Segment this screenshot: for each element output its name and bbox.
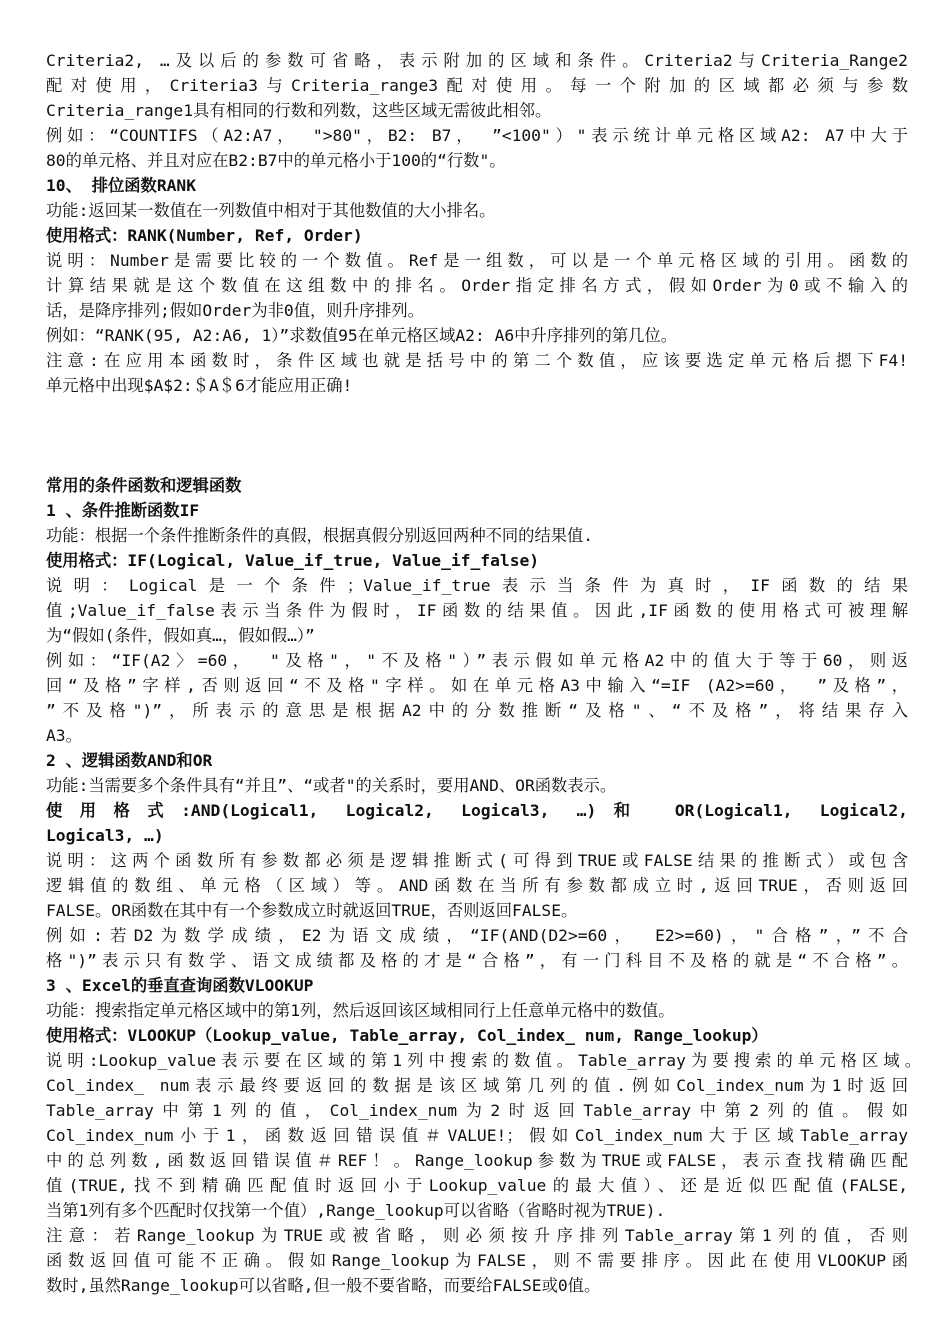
text-line: 逻辑值的数组、单元格（区域）等。AND函数在当所有参数都成立时,返回TRUE，否则返回 [46, 876, 908, 895]
text-line: 函数返回值可能不正确。假如Range_lookup为FALSE，则不需要排序。因此在使用VLOOKUP函 [46, 1251, 908, 1270]
text-line: 例如：“COUNTIFS（A2:A7， ">80"，B2: B7， ”<100"）"表示统计单元格区域A2: A7中大于 [46, 126, 908, 145]
text-line: Criteria2, …及以后的参数可省略，表示附加的区域和条件。Criteria2与Criteria_Range2 [46, 51, 908, 70]
usage-format: 使用格式：VLOOKUP（Lookup_value, Table_array, Col_index_ num, Range_lookup） [46, 1026, 768, 1045]
text-line: 当第1列有多个匹配时仅找第一个值）,Range_lookup可以省略（省略时视为TRUE). [46, 1201, 666, 1220]
chapter-heading: 常用的条件函数和逻辑函数 [46, 476, 242, 495]
text-line: 注意：若Range_lookup为TRUE或被省略，则必须按升序排列Table_array第1列的值，否则 [46, 1226, 908, 1245]
text-line: 说明:Lookup_value表示要在区域的第1列中搜索的数值。Table_array为要搜索的单元格区域。 [46, 1051, 921, 1070]
text-line: 说明：Number是需要比较的一个数值。Ref是一组数，可以是一个单元格区域的引用。函数的 [46, 251, 908, 270]
text-line: 单元格中出现$A$2:＄A＄6才能应用正确! [46, 376, 353, 395]
text-line: 话，是降序排列;假如Order为非0值，则升序排列。 [46, 301, 424, 320]
text-line: 注意:在应用本函数时，条件区域也就是括号中的第二个数值，应该要选定单元格后摁下F4! [46, 351, 908, 370]
text-line: 功能:返回某一数值在一列数值中相对于其他数值的大小排名。 [46, 201, 496, 220]
text-line: Criteria_range1具有相同的行数和列数，这些区域无需彼此相邻。 [46, 101, 552, 120]
text-line: 回“及格”字样,否则返回“不及格"字样。如在单元格A3中输入“=IF (A2>=60， ”及格”， [46, 676, 908, 695]
text-line: 例如:若D2为数学成绩，E2为语文成绩，“IF(AND(D2>=60， E2>=60)，"合格”，”不合 [46, 926, 908, 945]
text-line: 例如：“IF(A2〉=60， "及格"，"不及格"）”表示假如单元格A2中的值大于等于60，则返 [46, 651, 908, 670]
text-line: 功能：搜索指定单元格区域中的第1列，然后返回该区域相同行上任意单元格中的数值。 [46, 1001, 675, 1020]
text-line: 值(TRUE,找不到精确匹配值时返回小于Lookup_value的最大值）、还是近似匹配值(FALSE, [46, 1176, 908, 1195]
text-line: 说明：Logical是一个条件；Value_if_true表示当条件为真时，IF函数的结果 [46, 576, 908, 595]
text-line: 80的单元格、并且对应在B2:B7中的单元格小于100的“行数"。 [46, 151, 506, 170]
text-line: Table_array中第1列的值，Col_index_num为2时返回Table_array中第2列的值。假如 [46, 1101, 908, 1120]
text-line: Col_index_ num表示最终要返回的数据是该区域第几列的值.例如Col_index_num为1时返回 [46, 1076, 908, 1095]
section-heading: 2 、逻辑函数AND和OR [46, 751, 213, 770]
usage-format: Logical3, …) [46, 826, 164, 845]
text-line: 配对使用，Criteria3与Criteria_range3配对使用。每一个附加的区域都必须与参数 [46, 76, 908, 95]
text-line: ”不及格")”，所表示的意思是根据A2中的分数推断“及格"、“不及格”，将结果存入 [46, 701, 908, 720]
text-line: 功能：根据一个条件推断条件的真假，根据真假分别返回两种不同的结果值. [46, 526, 594, 545]
usage-format: 使用格式：IF(Logical, Value_if_true, Value_if_false) [46, 551, 540, 570]
usage-format: 使用格式：RANK(Number, Ref, Order) [46, 226, 363, 245]
text-line: 数时,虽然Range_lookup可以省略,但一般不要省略，而要给FALSE或0值。 [46, 1276, 601, 1295]
text-line: 说明：这两个函数所有参数都必须是逻辑推断式(可得到TRUE或FALSE结果的推断式）或包含 [46, 851, 908, 870]
section-heading: 3 、Excel的垂直查询函数VLOOKUP [46, 976, 314, 995]
text-line: 功能:当需要多个条件具有“并且”、“或者"的关系时，要用AND、OR函数表示。 [46, 776, 617, 795]
text-line: Col_index_num小于1，函数返回错误值＃VALUE!；假如Col_index_num大于区域Table_array [46, 1126, 908, 1145]
text-line: 值;Value_if_false表示当条件为假时，IF函数的结果值。因此,IF函数的使用格式可被理解 [46, 601, 908, 620]
section-heading: 10、 排位函数RANK [46, 176, 197, 195]
section-heading: 1 、条件推断函数IF [46, 501, 200, 520]
text-line: FALSE。OR函数在其中有一个参数成立时就返回TRUE，否则返回FALSE。 [46, 901, 578, 920]
text-line: 例如：“RANK(95, A2:A6, 1）”求数值95在单元格区域A2: A6中升序排列的第几位。 [46, 326, 677, 345]
text-line: A3。 [46, 726, 82, 745]
text-line: 格")”表示只有数学、语文成绩都及格的才是“合格”，有一门科目不及格的就是“不合格”。 [46, 951, 908, 970]
text-line: 为“假如(条件，假如真…，假如假…）” [46, 626, 315, 645]
usage-format: 使用格式:AND(Logical1, Logical2, Logical3, …)和 OR(Logical1, Logical2, [46, 801, 908, 820]
text-line: 计算结果就是这个数值在这组数中的排名。Order指定排名方式，假如Order为0或不输入的 [46, 276, 908, 295]
text-line: 中的总列数,函数返回错误值＃REF！。Range_lookup参数为TRUE或FALSE，表示查找精确匹配 [46, 1151, 908, 1170]
